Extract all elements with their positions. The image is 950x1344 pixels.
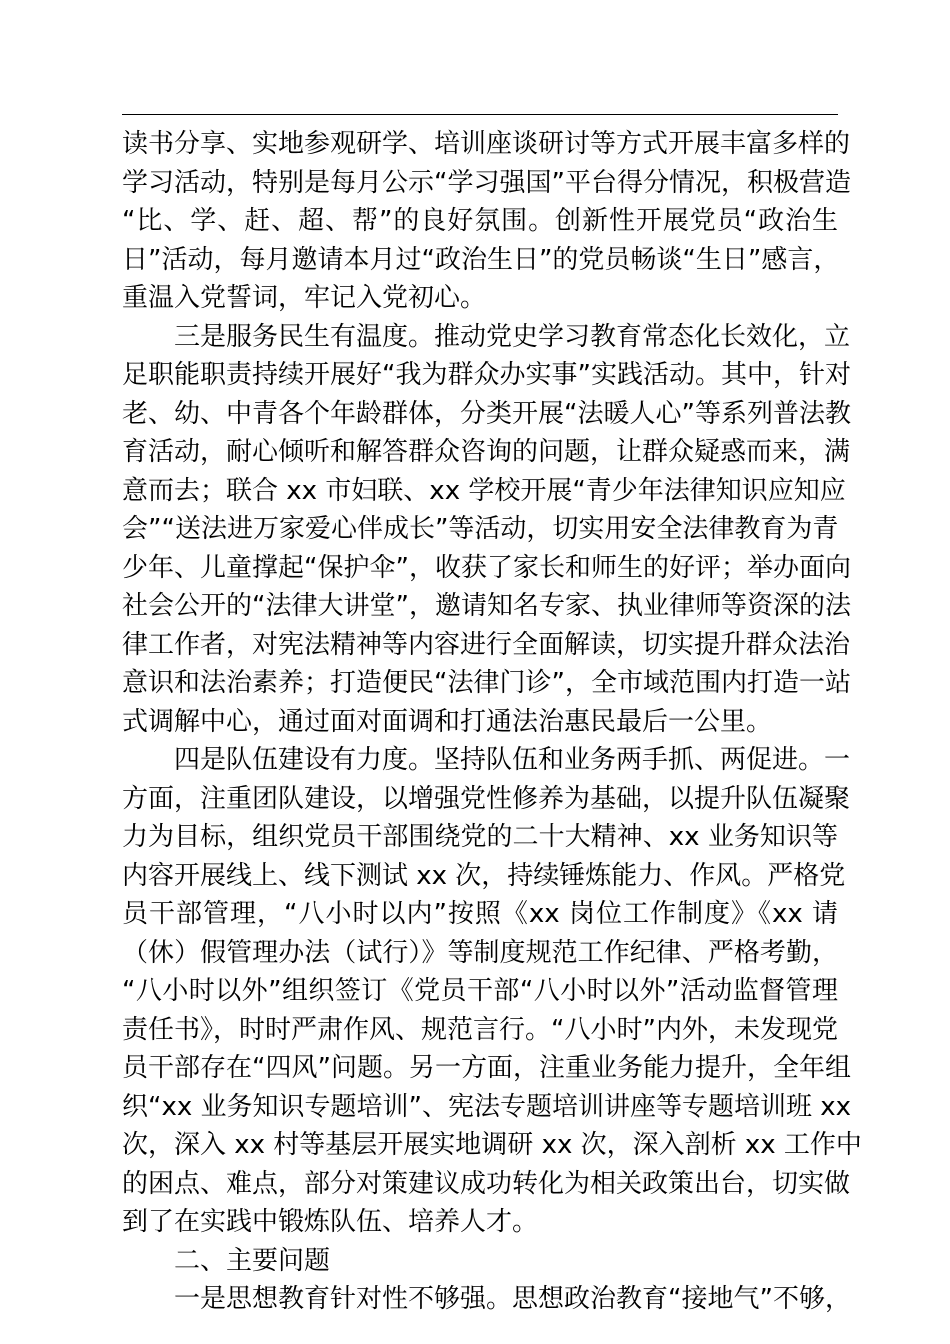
- paragraph-line: 员干部存在“四风”问题。另一方面，注重业务能力提升，全年组: [122, 1053, 851, 1083]
- paragraph-line: 会”“送法进万家爱心伴成长”等活动，切实用安全法律教育为青: [122, 514, 839, 544]
- paragraph-line: 育活动，耐心倾听和解答群众咨询的问题，让群众疑惑而来，满: [122, 437, 851, 467]
- paragraph-line: 四是队伍建设有力度。坚持队伍和业务两手抓、两促进。一: [174, 745, 851, 775]
- paragraph-line: 员干部管理，“八小时以内”按照《xx 岗位工作制度》《xx 请: [122, 899, 838, 929]
- paragraph-line: 日”活动，每月邀请本月过“政治生日”的党员畅谈“生日”感言，: [122, 244, 840, 275]
- paragraph-line: 足职能职责持续开展好“我为群众办实事”实践活动。其中，针对: [122, 360, 851, 390]
- paragraph-line: “八小时以外”组织签订《党员干部“八小时以外”活动监督管理: [122, 976, 838, 1006]
- paragraph-line: 次，深入 xx 村等基层开展实地调研 xx 次，深入剖析 xx 工作中: [122, 1130, 862, 1160]
- paragraph-line: 重温入党誓词，牢记入党初心。: [122, 283, 487, 313]
- paragraph-line: 责任书》，时时严肃作风、规范言行。“八小时”内外，未发现党: [122, 1014, 838, 1045]
- document-body: [122, 125, 862, 1319]
- paragraph-line: 力为目标，组织党员干部围绕党的二十大精神、xx 业务知识等: [122, 822, 838, 852]
- paragraph-line: 的困点、难点，部分对策建议成功转化为相关政策出台，切实做: [122, 1168, 851, 1199]
- paragraph-line: 方面，注重团队建设，以增强党性修养为基础，以提升队伍凝聚: [122, 783, 851, 814]
- paragraph-line: 内容开展线上、线下测试 xx 次，持续锤炼能力、作风。严格党: [122, 860, 846, 891]
- header-rule: [122, 114, 838, 115]
- paragraph-line: 织“xx 业务知识专题培训”、宪法专题培训讲座等专题培训班 xx: [122, 1091, 852, 1122]
- paragraph-line: 老、幼、中青各个年龄群体，分类开展“法暖人心”等系列普法教: [122, 398, 851, 429]
- paragraph-line: 社会公开的“法律大讲堂”，邀请知名专家、执业律师等资深的法: [122, 591, 851, 621]
- paragraph-line: 律工作者，对宪法精神等内容进行全面解读，切实提升群众法治: [122, 629, 851, 660]
- paragraph-line: 到了在实践中锻炼队伍、培养人才。: [122, 1207, 539, 1237]
- paragraph-line: 式调解中心，通过面对面调和打通法治惠民最后一公里。: [122, 706, 773, 737]
- section-heading: 二、主要问题: [174, 1245, 331, 1276]
- paragraph-line: 读书分享、实地参观研学、培训座谈研讨等方式开展丰富多样的: [122, 129, 851, 159]
- paragraph-line: 少年、儿童撑起“保护伞”，收获了家长和师生的好评；举办面向: [122, 552, 851, 583]
- paragraph-line: 意而去；联合 xx 市妇联、xx 学校开展“青少年法律知识应知应: [122, 475, 846, 506]
- paragraph-line: 一是思想教育针对性不够强。思想政治教育“接地气”不够，: [174, 1284, 851, 1314]
- paragraph-line: 意识和法治素养；打造便民“法律门诊”，全市域范围内打造一站: [122, 668, 851, 698]
- paragraph-line: 三是服务民生有温度。推动党史学习教育常态化长效化，立: [174, 321, 851, 352]
- paragraph-line: 学习活动，特别是每月公示“学习强国”平台得分情况，积极营造: [122, 167, 851, 198]
- paragraph-line: （休）假管理办法（试行）》等制度规范工作纪律、严格考勤，: [122, 937, 838, 968]
- paragraph-line: “比、学、赶、超、帮”的良好氛围。创新性开展党员“政治生: [122, 206, 838, 236]
